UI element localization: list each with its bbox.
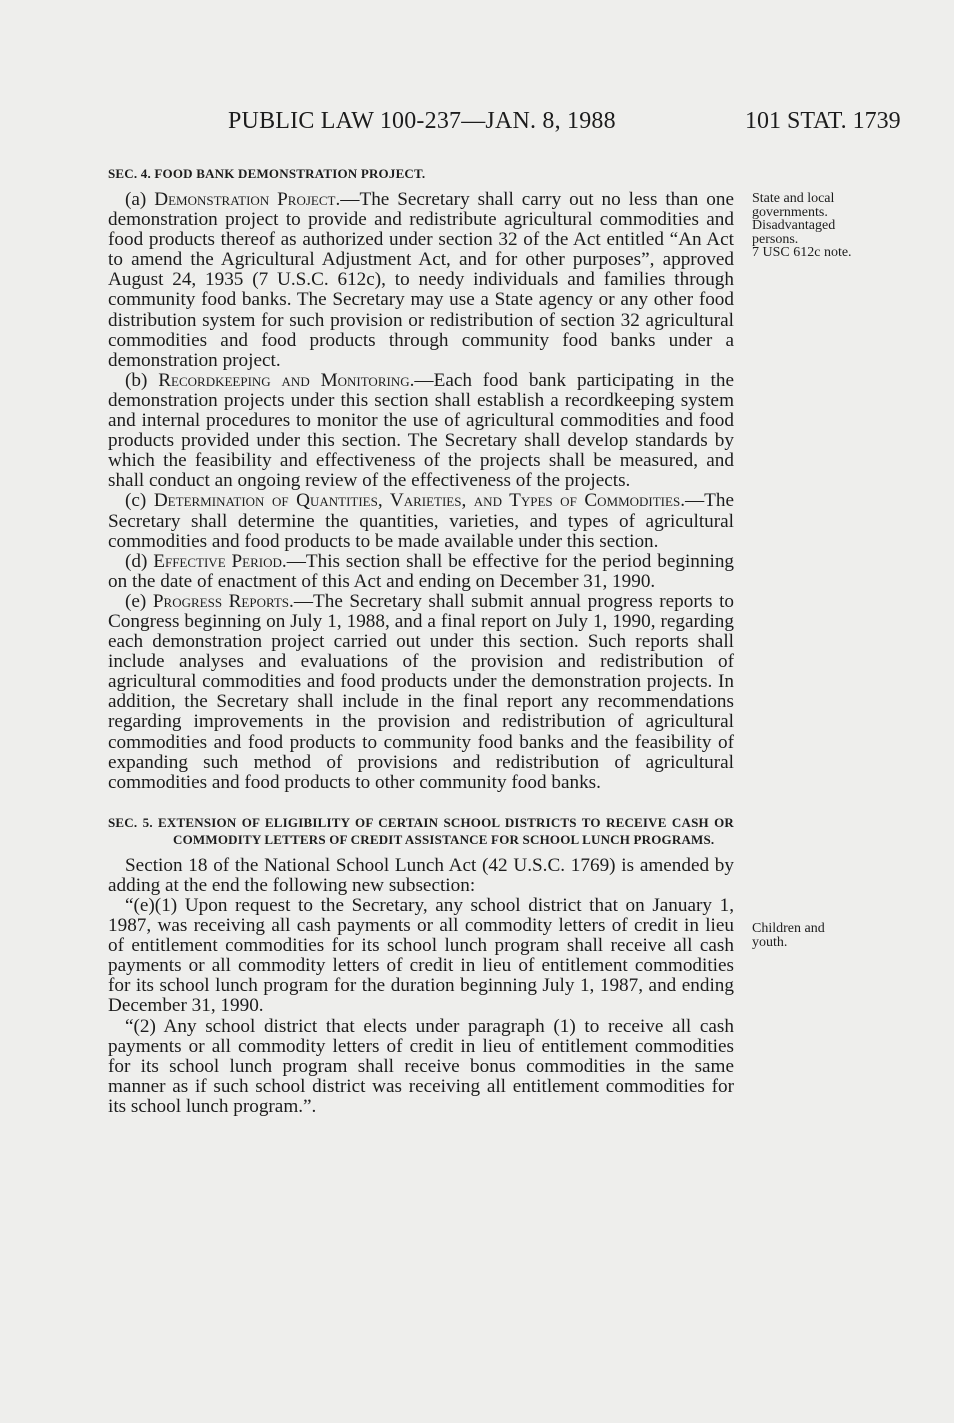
subsection-b: (b) Recordkeeping and Monitoring.—Each food bank participating in the demonstration projects under this section shall establish a recordkeeping system and internal procedures to monitor the use of agricultural commodities and food products provided under this section. The Secretary shall develop standards by which the feasibility and effectiveness of the projects shall be measured, and shall conduct an ongoing review of the effectiveness of the projects. [108, 369, 735, 492]
subsection-e-caption: Progress Reports [152, 590, 290, 612]
running-header-title: PUBLIC LAW 100-237—JAN. 8, 1988 [228, 108, 616, 134]
subsection-d: (d) Effective Period.—This section shall be effective for the period beginning on the date of enactment of this Act and ending on December 31, 1990. [108, 550, 735, 592]
section-5-paragraph-2: “(2) Any school district that elects under paragraph (1) to receive all cash payments or all commodity letters of credit in lieu of entitlement commodities for its school lunch program shall receive bonus commodities in the same manner as if such school district was receiving all entitlement commodities for its school lunch program.”. [108, 1015, 734, 1117]
running-header-stat: 101 STAT. 1739 [745, 108, 901, 134]
margin-note-section-4: State and local governments. Disadvantaged persons. 7 USC 612c note. [752, 191, 852, 260]
subsection-c-caption: Determination of Quantities, Varieties, and Types of Commodities [153, 490, 681, 512]
subsection-b-caption: Recordkeeping and Monitoring [158, 369, 410, 391]
subsection-a-caption: Demonstration Project [154, 189, 336, 210]
section-5-intro: Section 18 of the National School Lunch Act (42 U.S.C. 1769) is amended by adding at the end the following new subsection: [108, 854, 734, 896]
subsection-a: (a) Demonstration Project.—The Secretary shall carry out no less than one demonstration project to provide and redistribute agricultural commodities and food products thereof as authorized under section 32 of the Act entitled “An Act to amend the Agricultural Adjustment Act, and for other purposes”, approved August 24, 1935 (7 U.S.C. 612c), to needy individuals and families through community food banks. The Secretary may use a State agency or any other food distribution system for such provision or redistribution of section 32 agricultural commodities and food products through community food banks under a demonstration project. [108, 189, 735, 371]
section-5-heading: SEC. 5. EXTENSION OF ELIGIBILITY OF CERTAIN SCHOOL DISTRICTS TO RECEIVE CASH OR COMMODITY LETTERS OF CREDIT ASSISTANCE FOR SCHOOL LUNCH PROGRAMS. [108, 814, 734, 847]
margin-note-section-5: Children and youth. [752, 921, 825, 950]
subsection-c: (c) Determination of Quantities, Varieties, and Types of Commodities.—The Secretary shall determine the quantities, varieties, and types of agricultural commodities and food products to be made available under this section. [108, 490, 735, 552]
subsection-d-caption: Effective Period [153, 550, 282, 572]
section-5-paragraph-1: “(e)(1) Upon request to the Secretary, any school district that on January 1, 1987, was receiving all cash payments or all commodity letters of credit in lieu of entitlement commodities for its school lunch program shall receive all cash payments or all commodity letters of credit in lieu of entitlement commodities for its school lunch program for the duration beginning July 1, 1987, and ending December 31, 1990. [108, 895, 734, 1017]
subsection-e: (e) Progress Reports.—The Secretary shall submit annual progress reports to Congress beginning on July 1, 1988, and a final report on July 1, 1990, regarding each demonstration project carried out under this section. Such reports shall include analyses and evaluations of the provision and redistribution of agricultural commodities and food products under the demonstration projects. In addition, the Secretary shall include in the final report any recommendations regarding improvements in the provision and redistribution of agricultural commodities and food products to community food banks and the feasibility of expanding such method of provisions and redistribution of agricultural commodities and food products to other community food banks. [108, 590, 735, 793]
section-4-heading: SEC. 4. FOOD BANK DEMONSTRATION PROJECT. [108, 166, 426, 181]
main-text-column [108, 165, 734, 1117]
